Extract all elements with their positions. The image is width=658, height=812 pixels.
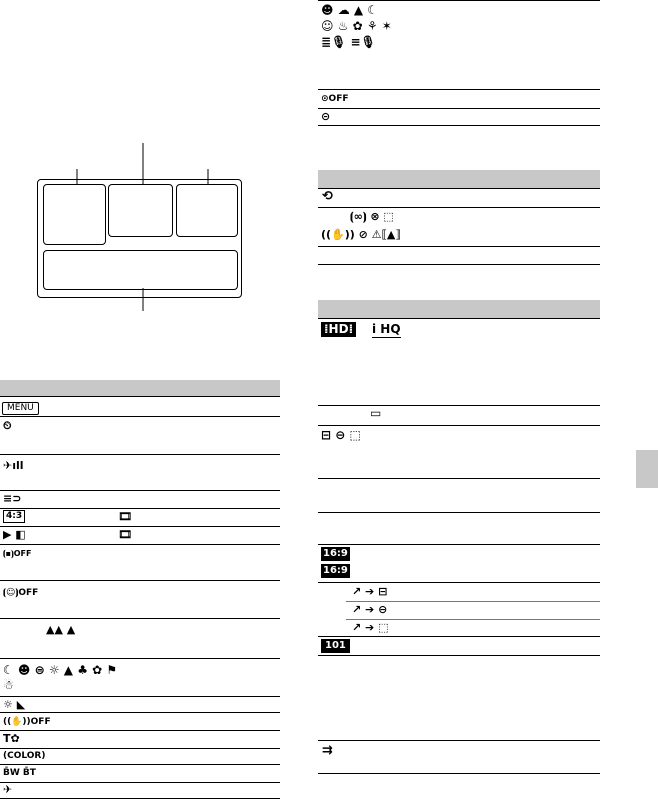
- right-bottom-section: [318, 300, 600, 780]
- demo-off-icon: ⊙OFF: [321, 94, 349, 104]
- warning-icons-1: ⦗∞⦘ ⊗ ⬚: [350, 210, 394, 223]
- right-mid-section: [318, 170, 600, 270]
- smile-off-icon: ⦗☺⦘OFF: [3, 588, 39, 598]
- warning-icons-2: ((✋)) ⊘ ⚠⟦▲⟧: [321, 228, 401, 241]
- low-lux-icon: B̄W B̄T: [3, 768, 36, 778]
- copy-row-3: ↗ ➔ ⬚: [352, 621, 389, 634]
- aspect-4-3-icon: 4:3: [3, 510, 25, 523]
- left-icon-table: [0, 380, 280, 812]
- media-icons: ⊟ ⊖ ⬚: [321, 428, 361, 442]
- section-tab: [636, 450, 658, 488]
- copy-row-1: ↗ ➔ ⊟: [352, 585, 388, 598]
- film-icon: 🎞: [118, 510, 132, 523]
- left-table-header: [0, 380, 280, 396]
- white-balance-icon: ☼ ◣: [3, 698, 26, 711]
- callout-lines: [0, 0, 280, 320]
- tele-macro-icon: T✿: [3, 732, 20, 745]
- self-timer-icon: ⏲: [3, 419, 12, 432]
- aspect-16-9-icon-a: 16:9: [323, 548, 348, 559]
- repeat-icon: ⟲: [322, 189, 333, 204]
- ihq-label: i HQ: [372, 322, 401, 336]
- disc-icon: ⊝: [321, 110, 331, 123]
- gps-icon: ✈ıll: [3, 459, 24, 472]
- hd-quality-icon: ⁞HD⁞: [321, 322, 356, 337]
- fader-icon: ▶ ◧: [3, 528, 26, 541]
- scene-icons-line1: ☻ ☁ ▲ ☾: [321, 3, 379, 17]
- scene-auto-icon: ▲▲ ▲: [46, 623, 76, 636]
- copy-row-2: ↗ ➔ ⊖: [352, 603, 388, 616]
- usb-icon: ⇉: [322, 743, 333, 758]
- microphone-icons: ≣🎙 ≡🎙: [321, 35, 376, 49]
- film-icon: 🎞: [118, 528, 132, 541]
- aspect-16-9-icon-b: 16:9: [323, 565, 348, 576]
- menu-icon: MENU: [2, 402, 39, 415]
- right-top-section: [318, 0, 600, 130]
- right-bottom-header: [318, 300, 600, 318]
- face-detect-off-icon: ⦗▪⦘OFF: [3, 549, 32, 558]
- right-mid-header: [318, 170, 600, 188]
- nightshot-light-icon: ≡⊃: [3, 492, 22, 505]
- folder-icon: 101: [321, 639, 350, 653]
- scene-modes-icon: ☾ ☻ ⊜ ☼ ▲ ♣ ✿ ⚑ ☃: [3, 663, 118, 692]
- steadyshot-off-icon: ((✋))OFF: [3, 717, 51, 727]
- scene-icons-line2: ☺ ♨ ✿ ⚘ ✶: [321, 19, 392, 33]
- screen-diagram: [0, 0, 280, 320]
- color-slow-icon: (COLOR): [3, 751, 46, 761]
- landing-icon: ✈: [3, 783, 13, 796]
- battery-icon: ▭: [370, 406, 382, 420]
